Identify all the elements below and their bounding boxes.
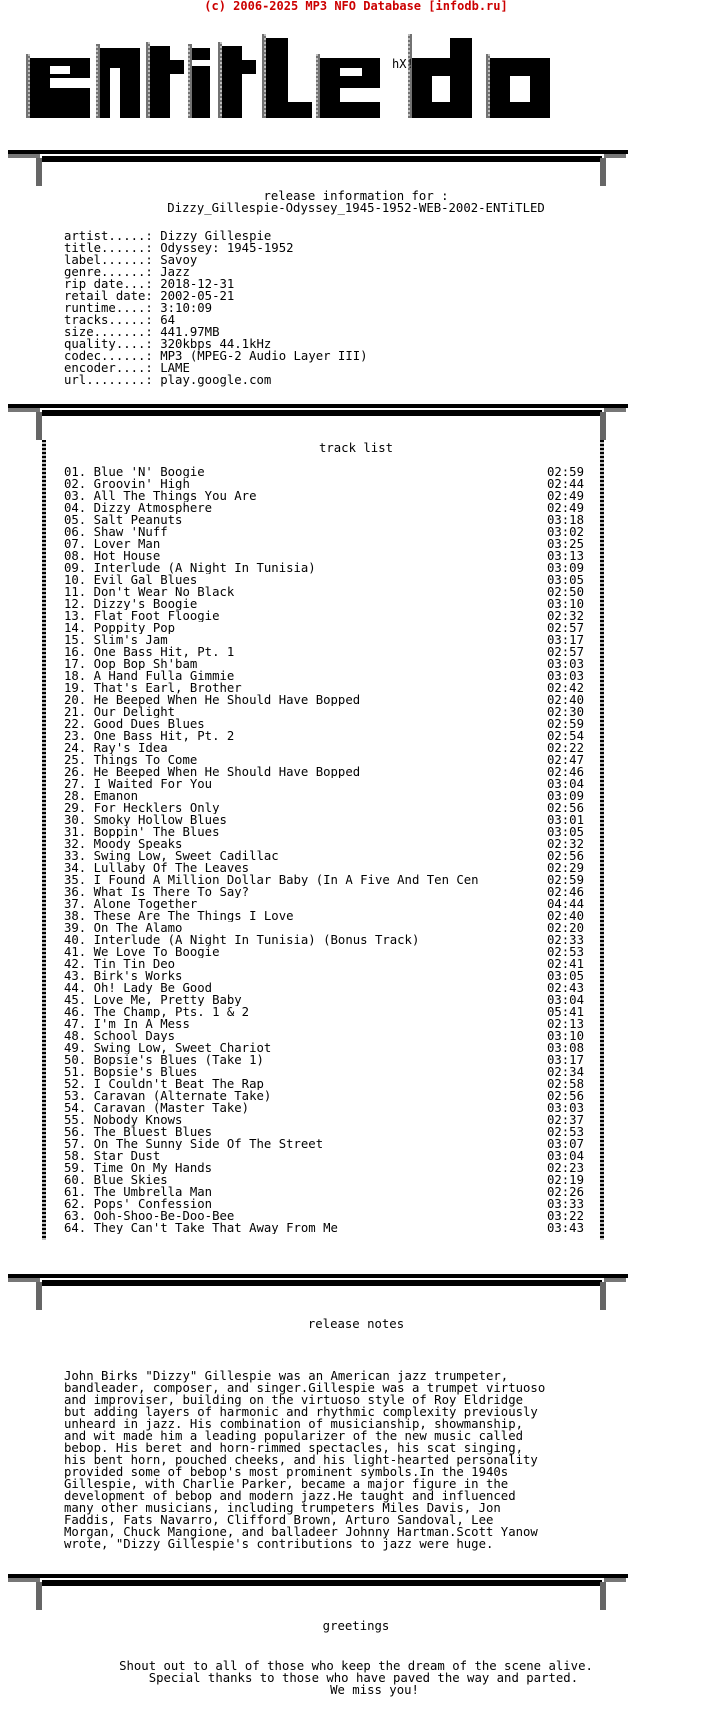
notes-line: and wit made him a leading popularizer of the new music called [64, 1429, 524, 1443]
track-row [64, 634, 584, 646]
track-time: 03:02 [546, 525, 584, 539]
track-row [64, 1174, 584, 1186]
track-name: 54. Caravan (Master Take) [64, 1102, 250, 1114]
info-key: title......: [64, 241, 153, 255]
track-time: 02:59 [546, 873, 584, 887]
track-name: 64. They Can't Take That Away From Me [64, 1222, 338, 1234]
track-time: 02:42 [546, 681, 584, 695]
track-row [64, 1126, 584, 1138]
track-time: 02:32 [546, 837, 584, 851]
track-time: 03:18 [546, 513, 584, 527]
track-row [64, 766, 584, 778]
track-row [64, 562, 584, 574]
track-time: 03:09 [546, 789, 584, 803]
track-time: 02:49 [546, 489, 584, 503]
track-row [64, 514, 584, 526]
track-row [64, 658, 584, 670]
track-time: 03:09 [546, 561, 584, 575]
track-row [64, 826, 584, 838]
track-name: 03. All The Things You Are [64, 490, 257, 502]
track-name: 27. I Waited For You [64, 778, 213, 790]
notes-line: Faddis, Fats Navarro, Clifford Brown, Arturo Sandoval, Lee [64, 1513, 494, 1527]
track-time: 02:44 [546, 477, 584, 491]
release-notes-text [64, 1370, 604, 1550]
track-row [64, 718, 584, 730]
info-key: tracks.....: [64, 313, 153, 327]
greetings-line: Shout out to all of those who keep the dream of the scene alive. [119, 1659, 593, 1673]
track-row [64, 1114, 584, 1126]
track-row [64, 934, 584, 946]
track-time: 03:10 [546, 1029, 584, 1043]
track-row [64, 922, 584, 934]
track-name: 07. Lover Man [64, 538, 161, 550]
track-name: 48. School Days [64, 1030, 176, 1042]
track-name: 05. Salt Peanuts [64, 514, 183, 526]
track-row [64, 790, 584, 802]
track-name: 50. Bopsie's Blues (Take 1) [64, 1054, 264, 1066]
track-name: 36. What Is There To Say? [64, 886, 250, 898]
track-time: 03:03 [546, 669, 584, 683]
track-list [64, 466, 584, 1234]
track-time: 03:43 [546, 1221, 584, 1235]
info-key: genre......: [64, 265, 153, 279]
info-key: rip date...: [64, 277, 153, 291]
track-row [64, 1042, 584, 1054]
track-row [64, 622, 584, 634]
track-row [64, 478, 584, 490]
notes-line: unheard in jazz. His combination of musicianship, showmanship, [64, 1417, 524, 1431]
track-name: 57. On The Sunny Side Of The Street [64, 1138, 324, 1150]
tracklist-heading: track list [318, 441, 394, 455]
track-name: 56. The Bluest Blues [64, 1126, 213, 1138]
notes-line: many other musicians, including trumpeters Miles Davis, Jon [64, 1501, 501, 1515]
track-name: 32. Moody Speaks [64, 838, 183, 850]
track-name: 11. Don't Wear No Black [64, 586, 235, 598]
track-name: 15. Slim's Jam [64, 634, 168, 646]
track-row [64, 850, 584, 862]
info-value: play.google.com [160, 373, 272, 387]
track-name: 40. Interlude (A Night In Tunisia) (Bonus Track) [64, 934, 420, 946]
track-name: 47. I'm In A Mess [64, 1018, 190, 1030]
info-key: artist.....: [64, 229, 153, 243]
track-time: 03:10 [546, 597, 584, 611]
track-row [64, 778, 584, 790]
track-row [64, 670, 584, 682]
track-time: 02:46 [546, 885, 584, 899]
track-row [64, 814, 584, 826]
track-name: 08. Hot House [64, 550, 161, 562]
track-time: 02:57 [546, 621, 584, 635]
release-info-list [64, 230, 368, 386]
track-name: 13. Flat Foot Floogie [64, 610, 220, 622]
track-time: 02:58 [546, 1077, 584, 1091]
track-row [64, 730, 584, 742]
track-row [64, 610, 584, 622]
track-name: 46. The Champ, Pts. 1 & 2 [64, 1006, 250, 1018]
track-name: 31. Boppin' The Blues [64, 826, 220, 838]
track-name: 42. Tin Tin Deo [64, 958, 176, 970]
track-row [64, 1066, 584, 1078]
track-row [64, 1138, 584, 1150]
track-name: 45. Love Me, Pretty Baby [64, 994, 242, 1006]
notes-line: and improviser, building on the virtuoso style of Roy Eldridge [64, 1393, 524, 1407]
info-key: label......: [64, 253, 153, 267]
track-time: 02:29 [546, 861, 584, 875]
track-row [64, 550, 584, 562]
track-name: 29. For Hecklers Only [64, 802, 220, 814]
track-time: 02:56 [546, 849, 584, 863]
track-time: 03:01 [546, 813, 584, 827]
track-row [64, 1222, 584, 1234]
track-time: 02:59 [546, 465, 584, 479]
track-row [64, 946, 584, 958]
track-time: 02:30 [546, 705, 584, 719]
greetings-text [0, 1660, 712, 1696]
track-name: 37. Alone Together [64, 898, 198, 910]
greetings-line: We miss you! [293, 1683, 419, 1697]
track-row [64, 958, 584, 970]
greetings-line: Special thanks to those who have paved the way and parted. [133, 1671, 579, 1685]
track-name: 28. Emanon [64, 790, 139, 802]
track-time: 02:49 [546, 501, 584, 515]
track-row [64, 1210, 584, 1222]
track-time: 02:13 [546, 1017, 584, 1031]
track-time: 02:47 [546, 753, 584, 767]
track-name: 09. Interlude (A Night In Tunisia) [64, 562, 316, 574]
track-row [64, 874, 584, 886]
track-row [64, 706, 584, 718]
track-time: 05:41 [546, 1005, 584, 1019]
track-row [64, 502, 584, 514]
track-time: 02:43 [546, 981, 584, 995]
info-value: 2002-05-21 [160, 289, 235, 303]
track-name: 10. Evil Gal Blues [64, 574, 198, 586]
track-time: 02:46 [546, 765, 584, 779]
release-notes-heading: release notes [307, 1317, 405, 1331]
track-time: 02:23 [546, 1161, 584, 1175]
track-name: 14. Poppity Pop [64, 622, 176, 634]
track-row [64, 598, 584, 610]
track-name: 41. We Love To Boogie [64, 946, 220, 958]
separator-bar [8, 1570, 628, 1610]
track-time: 03:33 [546, 1197, 584, 1211]
track-name: 06. Shaw 'Nuff [64, 526, 168, 538]
logo-tag: hX! [392, 57, 414, 71]
track-row [64, 1030, 584, 1042]
track-row [64, 838, 584, 850]
track-time: 02:19 [546, 1173, 584, 1187]
track-time: 03:05 [546, 825, 584, 839]
track-time: 02:50 [546, 585, 584, 599]
track-row [64, 646, 584, 658]
track-name: 33. Swing Low, Sweet Cadillac [64, 850, 279, 862]
track-name: 61. The Umbrella Man [64, 1186, 213, 1198]
track-row [64, 1054, 584, 1066]
track-time: 02:37 [546, 1113, 584, 1127]
track-name: 39. On The Alamo [64, 922, 183, 934]
separator-bar [8, 1270, 628, 1310]
info-row [64, 374, 368, 386]
track-name: 38. These Are The Things I Love [64, 910, 294, 922]
track-name: 12. Dizzy's Boogie [64, 598, 198, 610]
track-name: 63. Ooh-Shoo-Be-Doo-Bee [64, 1210, 235, 1222]
track-row [64, 994, 584, 1006]
track-row [64, 526, 584, 538]
info-value: MP3 (MPEG-2 Audio Layer III) [160, 349, 368, 363]
track-row [64, 574, 584, 586]
track-name: 30. Smoky Hollow Blues [64, 814, 227, 826]
track-time: 02:57 [546, 645, 584, 659]
track-time: 02:56 [546, 1089, 584, 1103]
track-time: 02:33 [546, 933, 584, 947]
track-time: 03:17 [546, 633, 584, 647]
track-name: 55. Nobody Knows [64, 1114, 183, 1126]
track-time: 03:04 [546, 1149, 584, 1163]
track-time: 03:07 [546, 1137, 584, 1151]
track-name: 19. That's Earl, Brother [64, 682, 242, 694]
track-time: 03:17 [546, 1053, 584, 1067]
track-row [64, 1018, 584, 1030]
track-row [64, 1162, 584, 1174]
notes-line: provided some of bebop's most prominent symbols.In the 1940s [64, 1465, 509, 1479]
track-name: 18. A Hand Fulla Gimmie [64, 670, 235, 682]
track-row [64, 466, 584, 478]
track-name: 02. Groovin' High [64, 478, 190, 490]
track-time: 02:34 [546, 1065, 584, 1079]
track-row [64, 490, 584, 502]
track-name: 01. Blue 'N' Boogie [64, 466, 205, 478]
info-value: 64 [160, 313, 176, 327]
track-name: 04. Dizzy Atmosphere [64, 502, 213, 514]
track-time: 02:40 [546, 909, 584, 923]
track-name: 44. Oh! Lady Be Good [64, 982, 213, 994]
notes-line: development of bebop and modern jazz.He taught and influenced [64, 1489, 516, 1503]
notes-line: Morgan, Chuck Mangione, and balladeer Johnny Hartman.Scott Yanow [64, 1525, 538, 1539]
track-name: 43. Birk's Works [64, 970, 183, 982]
track-name: 35. I Found A Million Dollar Baby (In A Five And Ten Cen [64, 874, 479, 886]
track-name: 49. Swing Low, Sweet Chariot [64, 1042, 272, 1054]
track-row [64, 886, 584, 898]
track-name: 34. Lullaby Of The Leaves [64, 862, 250, 874]
info-value: 441.97MB [160, 325, 220, 339]
info-key: runtime....: [64, 301, 153, 315]
track-name: 25. Things To Come [64, 754, 198, 766]
track-row [64, 1090, 584, 1102]
track-time: 03:25 [546, 537, 584, 551]
track-time: 02:41 [546, 957, 584, 971]
track-row [64, 898, 584, 910]
notes-line: his bent horn, pouched cheeks, and his light-hearted personality [64, 1453, 538, 1467]
track-row [64, 538, 584, 550]
info-value: 3:10:09 [160, 301, 213, 315]
info-value: LAME [160, 361, 190, 375]
track-time: 03:08 [546, 1041, 584, 1055]
notes-line: wrote, "Dizzy Gillespie's contributions to jazz were huge. [64, 1537, 494, 1551]
track-name: 16. One Bass Hit, Pt. 1 [64, 646, 235, 658]
track-time: 02:26 [546, 1185, 584, 1199]
notes-line: bebop. His beret and horn-rimmed spectacles, his scat singing, [64, 1441, 524, 1455]
info-key: size.......: [64, 325, 153, 339]
track-name: 23. One Bass Hit, Pt. 2 [64, 730, 235, 742]
track-row [64, 1078, 584, 1090]
info-value: Odyssey: 1945-1952 [160, 241, 294, 255]
track-time: 03:05 [546, 573, 584, 587]
info-key: quality....: [64, 337, 153, 351]
track-row [64, 682, 584, 694]
track-name: 26. He Beeped When He Should Have Bopped [64, 766, 361, 778]
track-name: 58. Star Dust [64, 1150, 161, 1162]
track-time: 04:44 [546, 897, 584, 911]
track-time: 03:03 [546, 1101, 584, 1115]
track-name: 52. I Couldn't Beat The Rap [64, 1078, 264, 1090]
notes-line: bandleader, composer, and singer.Gillespie was a trumpet virtuoso [64, 1381, 546, 1395]
track-name: 53. Caravan (Alternate Take) [64, 1090, 272, 1102]
track-name: 22. Good Dues Blues [64, 718, 205, 730]
track-row [64, 742, 584, 754]
track-name: 62. Pops' Confession [64, 1198, 213, 1210]
track-row [64, 1198, 584, 1210]
track-row [64, 694, 584, 706]
track-name: 20. He Beeped When He Should Have Bopped [64, 694, 361, 706]
track-time: 03:05 [546, 969, 584, 983]
track-time: 03:03 [546, 657, 584, 671]
separator-bar [8, 146, 628, 186]
track-row [64, 586, 584, 598]
track-time: 02:56 [546, 801, 584, 815]
info-value: Savoy [160, 253, 198, 267]
track-time: 03:04 [546, 777, 584, 791]
info-value: Dizzy Gillespie [160, 229, 272, 243]
track-time: 02:54 [546, 729, 584, 743]
track-name: 21. Our Delight [64, 706, 176, 718]
entitled-logo [0, 18, 712, 138]
track-time: 02:20 [546, 921, 584, 935]
track-name: 60. Blue Skies [64, 1174, 168, 1186]
tracklist-left-border [42, 440, 46, 1240]
track-time: 02:22 [546, 741, 584, 755]
info-key: codec......: [64, 349, 153, 363]
greetings-heading: greetings [322, 1619, 390, 1633]
notes-line: Gillespie, with Charlie Parker, became a major figure in the [64, 1477, 509, 1491]
track-time: 03:04 [546, 993, 584, 1007]
info-key: encoder....: [64, 361, 153, 375]
info-value: Jazz [160, 265, 190, 279]
track-row [64, 910, 584, 922]
track-time: 02:53 [546, 945, 584, 959]
release-name: Dizzy_Gillespie-Odyssey_1945-1952-WEB-2002-ENTiTLED [167, 201, 545, 215]
track-time: 02:32 [546, 609, 584, 623]
track-row [64, 802, 584, 814]
track-name: 59. Time On My Hands [64, 1162, 213, 1174]
track-row [64, 982, 584, 994]
notes-line: but adding layers of harmonic and rhythmic complexity previously [64, 1405, 538, 1419]
notes-line: John Birks "Dizzy" Gillespie was an American jazz trumpeter, [64, 1369, 509, 1383]
info-value: 320kbps 44.1kHz [160, 337, 272, 351]
copyright-banner: (c) 2006-2025 MP3 NFO Database [infodb.ru] [204, 0, 508, 13]
track-row [64, 1006, 584, 1018]
track-row [64, 862, 584, 874]
info-key: retail date: [64, 289, 153, 303]
track-row [64, 1102, 584, 1114]
separator-bar [8, 400, 628, 440]
track-time: 02:53 [546, 1125, 584, 1139]
tracklist-right-border [600, 440, 604, 1240]
track-time: 03:22 [546, 1209, 584, 1223]
track-time: 02:59 [546, 717, 584, 731]
info-value: 2018-12-31 [160, 277, 235, 291]
track-row [64, 1186, 584, 1198]
track-time: 02:40 [546, 693, 584, 707]
track-row [64, 754, 584, 766]
track-name: 24. Ray's Idea [64, 742, 168, 754]
track-row [64, 1150, 584, 1162]
track-row [64, 970, 584, 982]
track-time: 03:13 [546, 549, 584, 563]
track-name: 17. Oop Bop Sh'bam [64, 658, 198, 670]
info-key: url........: [64, 373, 153, 387]
track-name: 51. Bopsie's Blues [64, 1066, 198, 1078]
release-info-heading: release information for : [263, 189, 449, 203]
